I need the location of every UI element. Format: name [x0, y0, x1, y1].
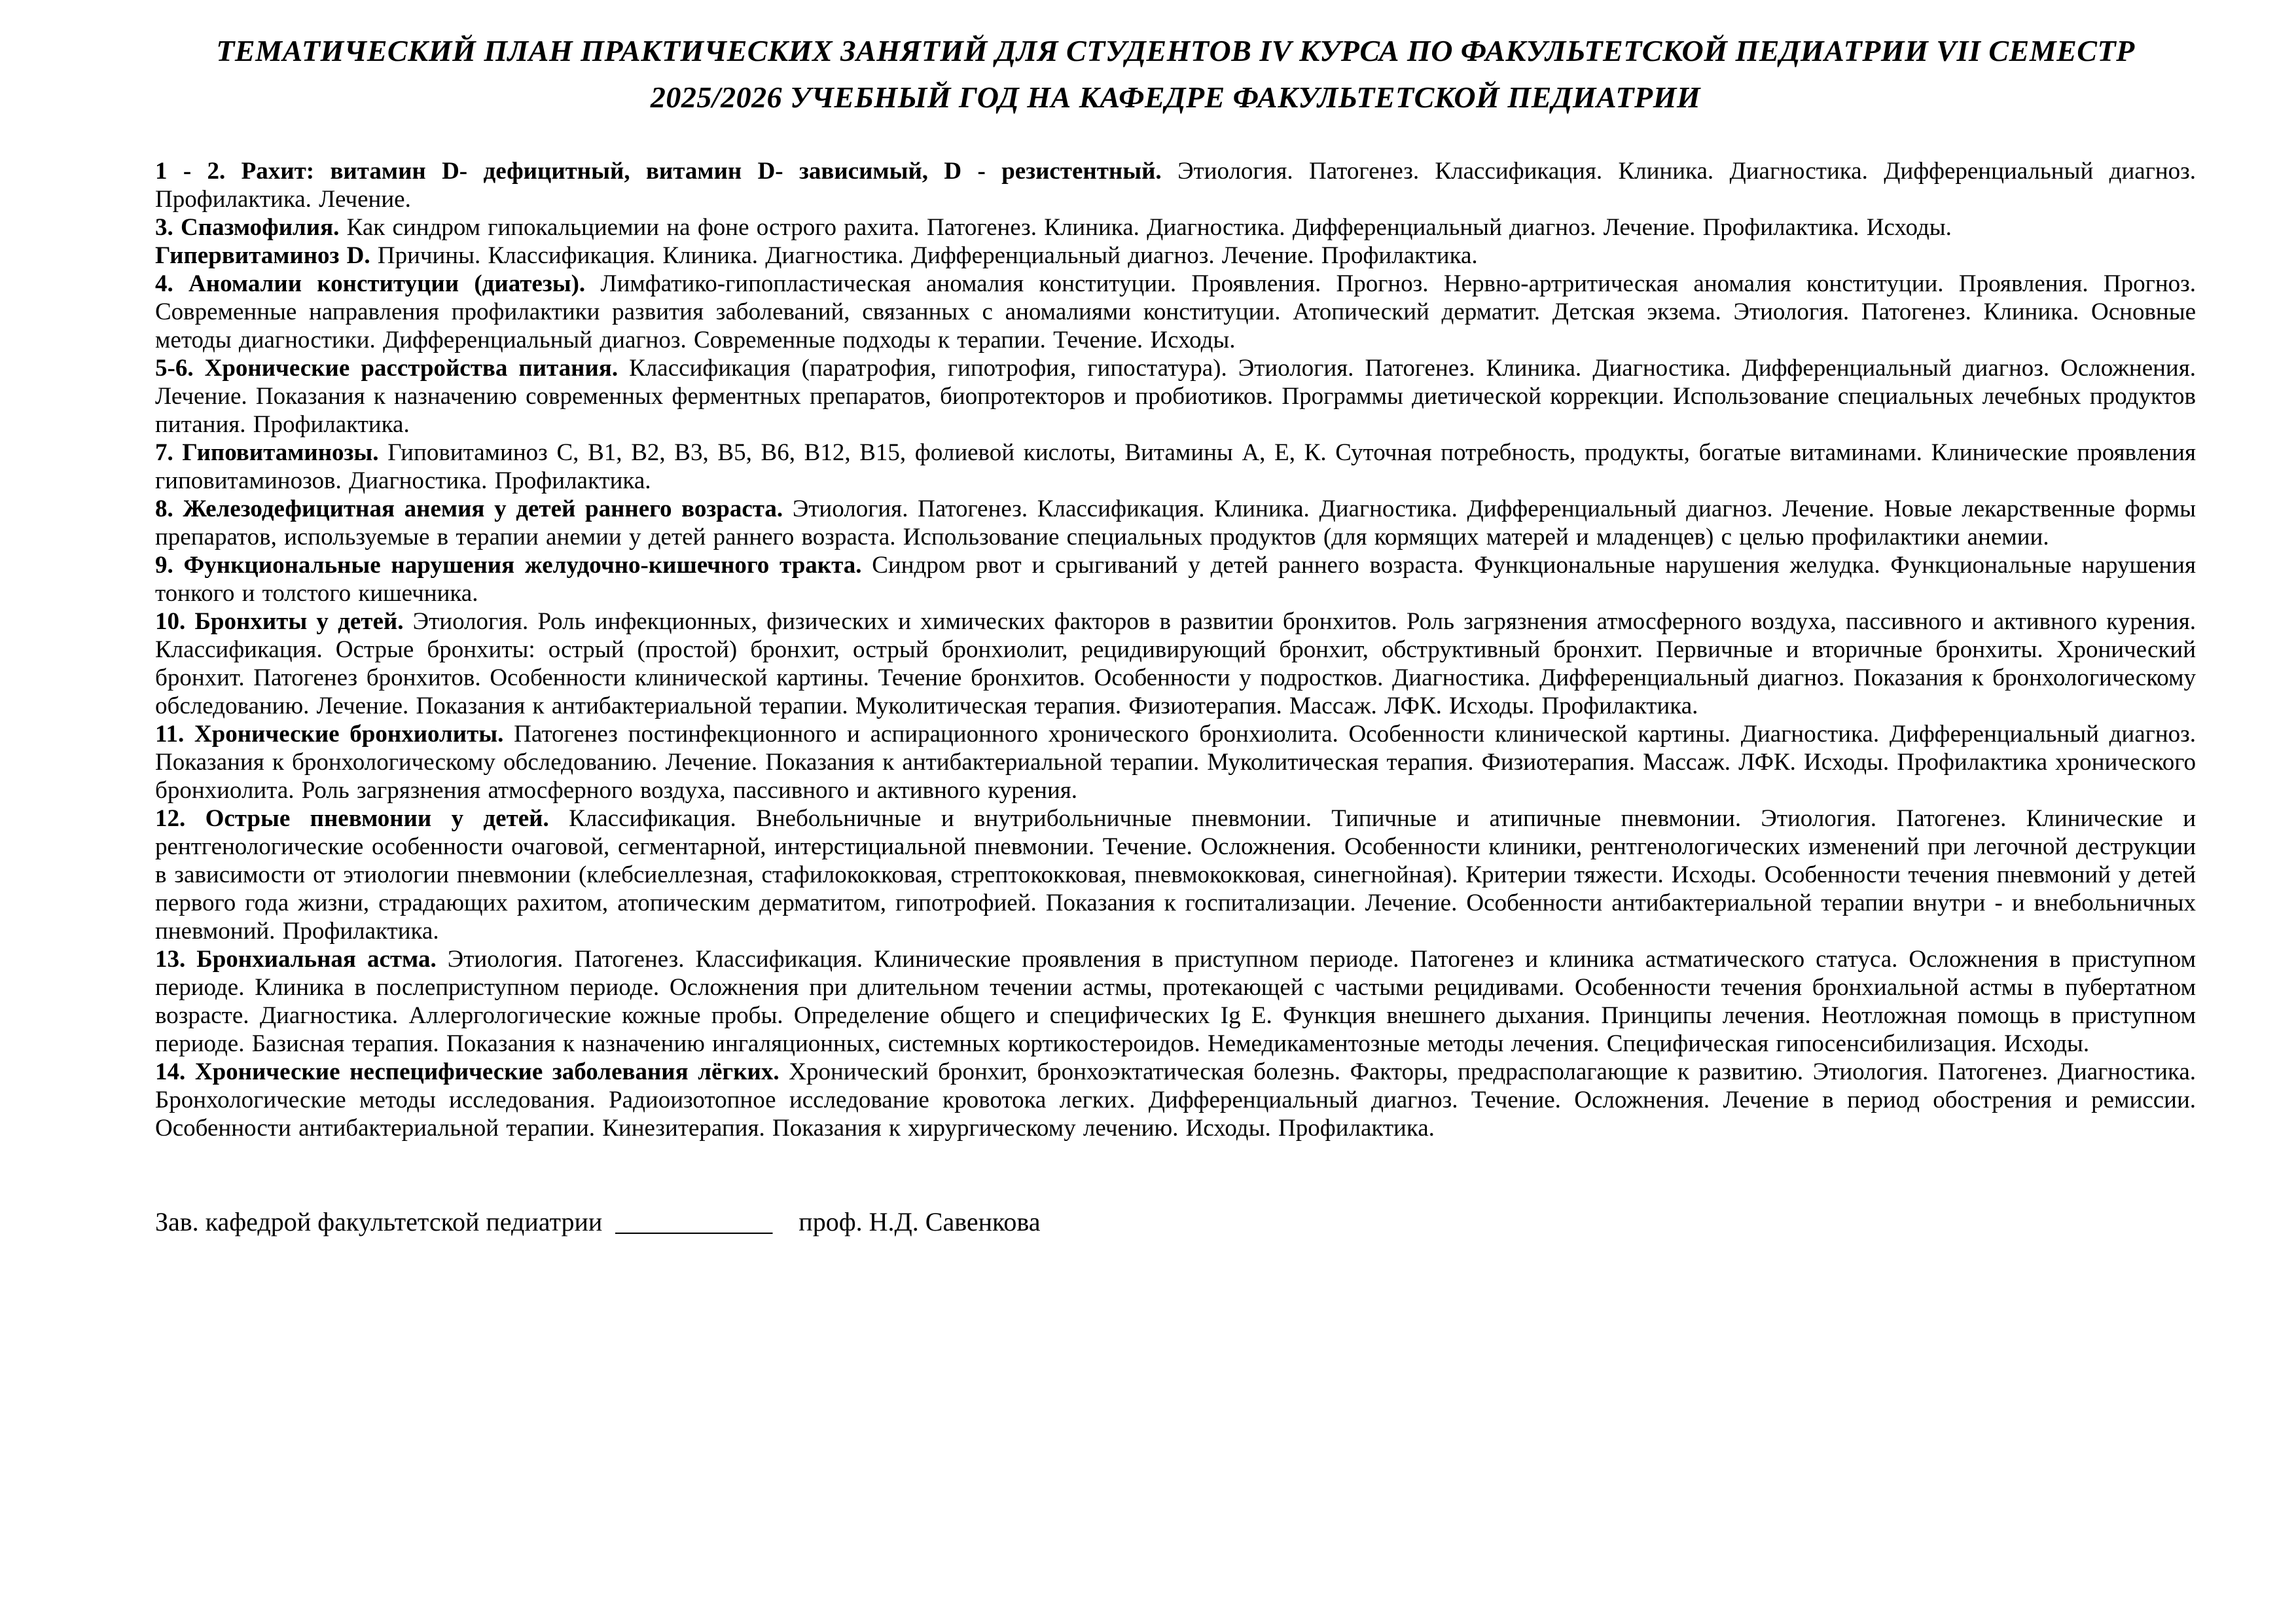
plan-item-text: Этиология. Патогенез. Классификация. Клинические проявления в приступном периоде. Патогенез и клиника астматического статуса. Осложнения в приступном периоде. Клиника в послеприступном периоде. Осложнения при длительном течении астмы, протекающей с частыми рецидивами. Особенности течения бронхиальной астмы в пубертатном возрасте. Диагностика. Аллергологические кожные пробы. Определение общего и специфических Ig E. Функция внешнего дыхания. Принципы лечения. Неотложная помощь в приступном периоде. Базисная терапия. Показания к назначению ингаляционных, системных кортикостероидов. Немедикаментозные методы лечения. Специфическая гипосенсибилизация. Исходы.	[155, 946, 2197, 1057]
plan-item-lead: 3. Спазмофилия.	[155, 214, 340, 241]
plan-item-text: Синдром рвот и срыгиваний у детей раннего возраста. Функциональные нарушения желудка. Функциональные нарушения тонкого и толстого кишечника.	[155, 552, 2196, 607]
plan-item-lead: 12. Острые пневмонии у детей.	[155, 805, 549, 832]
plan-item	[155, 157, 2196, 213]
plan-item-text: Этиология. Патогенез. Классификация. Клиника. Диагностика. Дифференциальный диагноз. Лечение. Новые лекарственные формы препаратов, используемые в терапии анемии у детей раннего возраста. Использование специальных продуктов (для кормящих матерей и младенцев) с целью профилактики анемии.	[155, 496, 2196, 550]
plan-item-lead: 9. Функциональные нарушения желудочно-кишечного тракта.	[155, 552, 862, 579]
plan-item	[155, 242, 2196, 270]
plan-item-lead: 7. Гиповитаминозы.	[155, 439, 379, 466]
plan-item-lead: 13. Бронхиальная астма.	[155, 946, 437, 973]
plan-item-text: Хронический бронхит, бронхоэктатическая болезнь. Факторы, предрасполагающие к развитию. Этиология. Патогенез. Диагностика. Бронхологические методы исследования. Радиоизотопное исследование кровотока легких. Дифференциальный диагноз. Течение. Осложнения. Лечение в период обострения и ремиссии. Особенности антибактериальной терапии. Кинезитерапия. Показания к хирургическому лечению. Исходы. Профилактика.	[155, 1058, 2196, 1142]
page-title: ТЕМАТИЧЕСКИЙ ПЛАН ПРАКТИЧЕСКИХ ЗАНЯТИЙ ДЛЯ СТУДЕНТОВ IV КУРСА ПО ФАКУЛЬТЕТСКОЙ ПЕДИАТРИИ VII СЕМЕСТР 2025/2026 УЧЕБНЫЙ ГОД НА КАФЕДРЕ ФАКУЛЬТЕТСКОЙ ПЕДИАТРИИ	[216, 34, 2135, 114]
plan-item-text: Гиповитаминоз С, В1, В2, В3, В5, В6, В12, В15, фолиевой кислоты, Витамины А, Е, К. Суточная потребность, продукты, богатые витаминами. Клинические проявления гиповитаминозов. Диагностика. Профилактика.	[155, 439, 2197, 494]
plan-item-text: Как синдром гипокальциемии на фоне острого рахита. Патогенез. Клиника. Диагностика. Дифференциальный диагноз. Лечение. Профилактика. Исходы.	[346, 214, 1952, 241]
plan-item	[155, 270, 2196, 354]
signature-label: Зав. кафедрой факультетской педиатрии	[155, 1207, 603, 1236]
plan-item-lead: 8. Железодефицитная анемия у детей раннего возраста.	[155, 496, 783, 522]
plan-item-text: Этиология. Патогенез. Классификация. Клиника. Диагностика. Дифференциальный диагноз. Профилактика. Лечение.	[155, 158, 2197, 213]
plan-item-text: Лимфатико-гипопластическая аномалия конституции. Проявления. Прогноз. Нервно-артритическая аномалия конституции. Проявления. Прогноз. Современные направления профилактики развития заболеваний, связанных с аномалиями конституции. Атопический дерматит. Детская экзема. Этиология. Патогенез. Клиника. Основные методы диагностики. Дифференциальный диагноз. Современные подходы к терапии. Течение. Исходы.	[155, 270, 2196, 353]
plan-item	[155, 804, 2196, 945]
plan-item	[155, 551, 2196, 607]
plan-item-text: Классификация (паратрофия, гипотрофия, гипостатура). Этиология. Патогенез. Клиника. Диагностика. Дифференциальный диагноз. Осложнения. Лечение. Показания к назначению современных ферментных препаратов, биопротекторов и пробиотиков. Программы диетической коррекции. Использование специальных лечебных продуктов питания. Профилактика.	[155, 355, 2197, 438]
plan-item-text: Причины. Классификация. Клиника. Диагностика. Дифференциальный диагноз. Лечение. Профилактика.	[377, 242, 1478, 269]
plan-item-lead: 11. Хронические бронхиолиты.	[155, 721, 504, 748]
plan-item-lead: 5-6. Хронические расстройства питания.	[155, 355, 619, 382]
document-content	[155, 27, 2196, 1238]
signature-blank: ____________	[615, 1207, 773, 1236]
plan-item	[155, 607, 2196, 720]
plan-item	[155, 354, 2196, 439]
signature-line	[155, 1206, 2196, 1238]
plan-item-lead: 14. Хронические неспецифические заболевания лёгких.	[155, 1058, 780, 1085]
plan-item	[155, 1058, 2196, 1142]
plan-item	[155, 213, 2196, 242]
plan-item	[155, 720, 2196, 804]
plan-item-text: Этиология. Роль инфекционных, физических и химических факторов в развитии бронхитов. Роль загрязнения атмосферного воздуха, пассивного и активного курения. Классификация. Острые бронхиты: острый (простой) бронхит, острый бронхиолит, рецидивирующий бронхит, обструктивный бронхит. Первичные и вторичные бронхиты. Хронический бронхит. Патогенез бронхитов. Особенности клинической картины. Течение бронхитов. Особенности у подростков. Диагностика. Дифференциальный диагноз. Показания к бронхологическому обследованию. Лечение. Показания к антибактериальной терапии. Муколитическая терапия. Физиотерапия. Массаж. ЛФК. Исходы. Профилактика.	[155, 608, 2197, 719]
plan-item-text: Патогенез постинфекционного и аспирационного хронического бронхиолита. Особенности клинической картины. Диагностика. Дифференциальный диагноз. Показания к бронхологическому обследованию. Лечение. Показания к антибактериальной терапии. Муколитическая терапия. Физиотерапия. Массаж. ЛФК. Исходы. Профилактика хронического бронхиолита. Роль загрязнения атмосферного воздуха, пассивного и активного курения.	[155, 721, 2196, 804]
plan-items	[155, 157, 2196, 1142]
plan-item	[155, 945, 2196, 1058]
plan-item	[155, 495, 2196, 551]
plan-item	[155, 439, 2196, 495]
plan-item-lead: 1 - 2. Рахит: витамин D- дефицитный, витамин D- зависимый, D - резистентный.	[155, 158, 1162, 185]
plan-item-lead: Гипервитаминоз D.	[155, 242, 370, 269]
plan-item-text: Классификация. Внебольничные и внутрибольничные пневмонии. Типичные и атипичные пневмонии. Этиология. Патогенез. Клинические и рентгенологические особенности очаговой, сегментарной, интерстициальной пневмонии. Течение. Осложнения. Особенности клиники, рентгенологических изменений при легочной деструкции в зависимости от этиологии пневмонии (клебсиеллезная, стафилококковая, стрептококковая, пневмококковая, синегнойная). Критерии тяжести. Исходы. Особенности течения пневмоний у детей первого года жизни, страдающих рахитом, атопическим дерматитом, гипотрофией. Показания к госпитализации. Лечение. Особенности антибактериальной терапии внутри - и внебольничных пневмоний. Профилактика.	[155, 805, 2197, 945]
plan-item-lead: 10. Бронхиты у детей.	[155, 608, 404, 635]
plan-item-lead: 4. Аномалии конституции (диатезы).	[155, 270, 586, 297]
signature-name: проф. Н.Д. Савенкова	[798, 1207, 1041, 1236]
